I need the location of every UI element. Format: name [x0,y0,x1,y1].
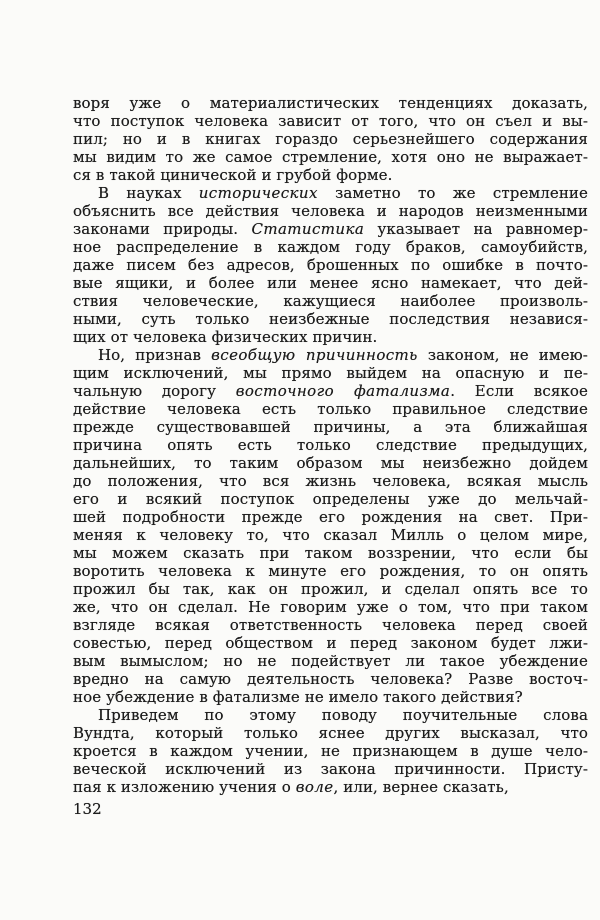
text-line [73,148,588,166]
text-segment: мы видим то же самое стремление, хотя оно не выражает- [73,148,588,166]
text-line [73,652,588,670]
text-segment: мы можем сказать при таком воззрении, что если бы [73,544,588,562]
italic-text-segment: воле [295,778,334,796]
text-line [73,670,588,688]
text-line [73,634,588,652]
text-line [73,598,588,616]
text-segment: даже писем без адресов, брошенных по ошибке в почто- [73,256,588,274]
text-segment: В науках [98,184,199,202]
text-line [73,742,588,760]
italic-text-segment: восточного фатализма [235,382,451,400]
page-number: 132 [73,800,102,818]
text-segment: , или, вернее сказать, [333,778,509,796]
italic-text-segment: исторических [198,184,318,202]
paragraph [73,346,588,706]
paragraph [73,184,588,346]
page-text-block [73,94,588,796]
text-line [73,724,588,742]
text-segment: законом, не имею- [417,346,588,364]
text-segment: Но, признав [98,346,212,364]
text-line [73,328,588,346]
text-line [73,166,588,184]
italic-text-segment: Статистика [251,220,365,238]
text-segment: воротить человека к минуте его рождения, то он опять [73,562,588,580]
text-segment: ное распределение в каждом году браков, самоубийств, [73,238,588,256]
text-line [73,292,588,310]
text-segment: совестью, перед обществом и перед законом будет лжи- [73,634,588,652]
text-segment: объяснить все действия человека и народов неизменными [73,202,588,220]
text-line [73,256,588,274]
text-segment: . Если всякое [450,382,588,400]
text-segment: же, что он сделал. Не говорим уже о том, что при таком [73,598,588,616]
text-segment: заметно то же стремление [317,184,588,202]
text-line [73,688,588,706]
text-line [73,544,588,562]
text-line [73,184,588,202]
text-segment: щим исключений, мы прямо выйдем на опасную и пе- [73,364,588,382]
text-segment: его и всякий поступок определены уже до мельчай- [73,490,588,508]
text-line [73,310,588,328]
text-segment: вые ящики, и более или менее ясно намекает, что дей- [73,274,588,292]
text-segment: дальнейших, то таким образом мы неизбежно дойдем [73,454,588,472]
text-line [73,490,588,508]
text-segment: пая к изложению учения о [73,778,296,796]
text-segment: пил; но и в книгах гораздо серьезнейшего содержания [73,130,588,148]
text-segment: законами природы. [73,220,252,238]
text-segment: меняя к человеку то, что сказал Милль о целом мире, [73,526,588,544]
text-segment: ся в такой цинической и грубой форме. [73,166,393,184]
text-segment: причина опять есть только следствие предыдущих, [73,436,588,454]
text-line [73,112,588,130]
text-segment: щих от человека физических причин. [73,328,378,346]
text-segment: вым вымыслом; но не подействует ли такое убеждение [73,652,588,670]
text-segment: Вундта, который только яснее других высказал, что [73,724,588,742]
paragraph [73,94,588,184]
text-line [73,94,588,112]
text-segment: чальную дорогу [73,382,236,400]
text-line [73,580,588,598]
text-segment: до положения, что вся жизнь человека, всякая мысль [73,472,588,490]
text-line [73,364,588,382]
text-line [73,562,588,580]
text-segment: что поступок человека зависит от того, что он съел и вы- [73,112,588,130]
text-segment: шей подробности прежде его рождения на свет. При- [73,508,588,526]
text-line [73,238,588,256]
text-segment: ное убеждение в фатализме не имело такого действия? [73,688,523,706]
text-segment: указывает на равномер- [364,220,588,238]
text-segment: вредно на самую деятельность человека? Разве восточ- [73,670,588,688]
text-line [73,400,588,418]
text-line [73,778,588,796]
text-line [73,346,588,364]
italic-text-segment: всеобщую причинность [211,346,418,364]
text-segment: ными, суть только неизбежные последствия независя- [73,310,588,328]
text-line [73,202,588,220]
text-line [73,130,588,148]
text-line [73,436,588,454]
text-segment: Приведем по этому поводу поучительные слова [98,706,588,724]
text-segment: прожил бы так, как он прожил, и сделал опять все то [73,580,588,598]
text-line [73,760,588,778]
text-segment: действие человека есть только правильное следствие [73,400,588,418]
text-line [73,508,588,526]
text-segment: веческой исключений из закона причинности. Присту- [73,760,588,778]
text-line [73,454,588,472]
text-line [73,220,588,238]
paragraph [73,706,588,796]
text-line [73,706,588,724]
text-line [73,616,588,634]
text-segment: прежде существовавшей причины, а эта ближайшая [73,418,588,436]
text-line [73,382,588,400]
text-segment: взгляде всякая ответственность человека перед своей [73,616,588,634]
text-line [73,472,588,490]
text-segment: кроется в каждом учении, не признающем в душе чело- [73,742,588,760]
text-segment: воря уже о материалистических тенденциях доказать, [73,94,588,112]
text-line [73,526,588,544]
text-segment: ствия человеческие, кажущиеся наиболее произволь- [73,292,588,310]
text-line [73,274,588,292]
text-line [73,418,588,436]
